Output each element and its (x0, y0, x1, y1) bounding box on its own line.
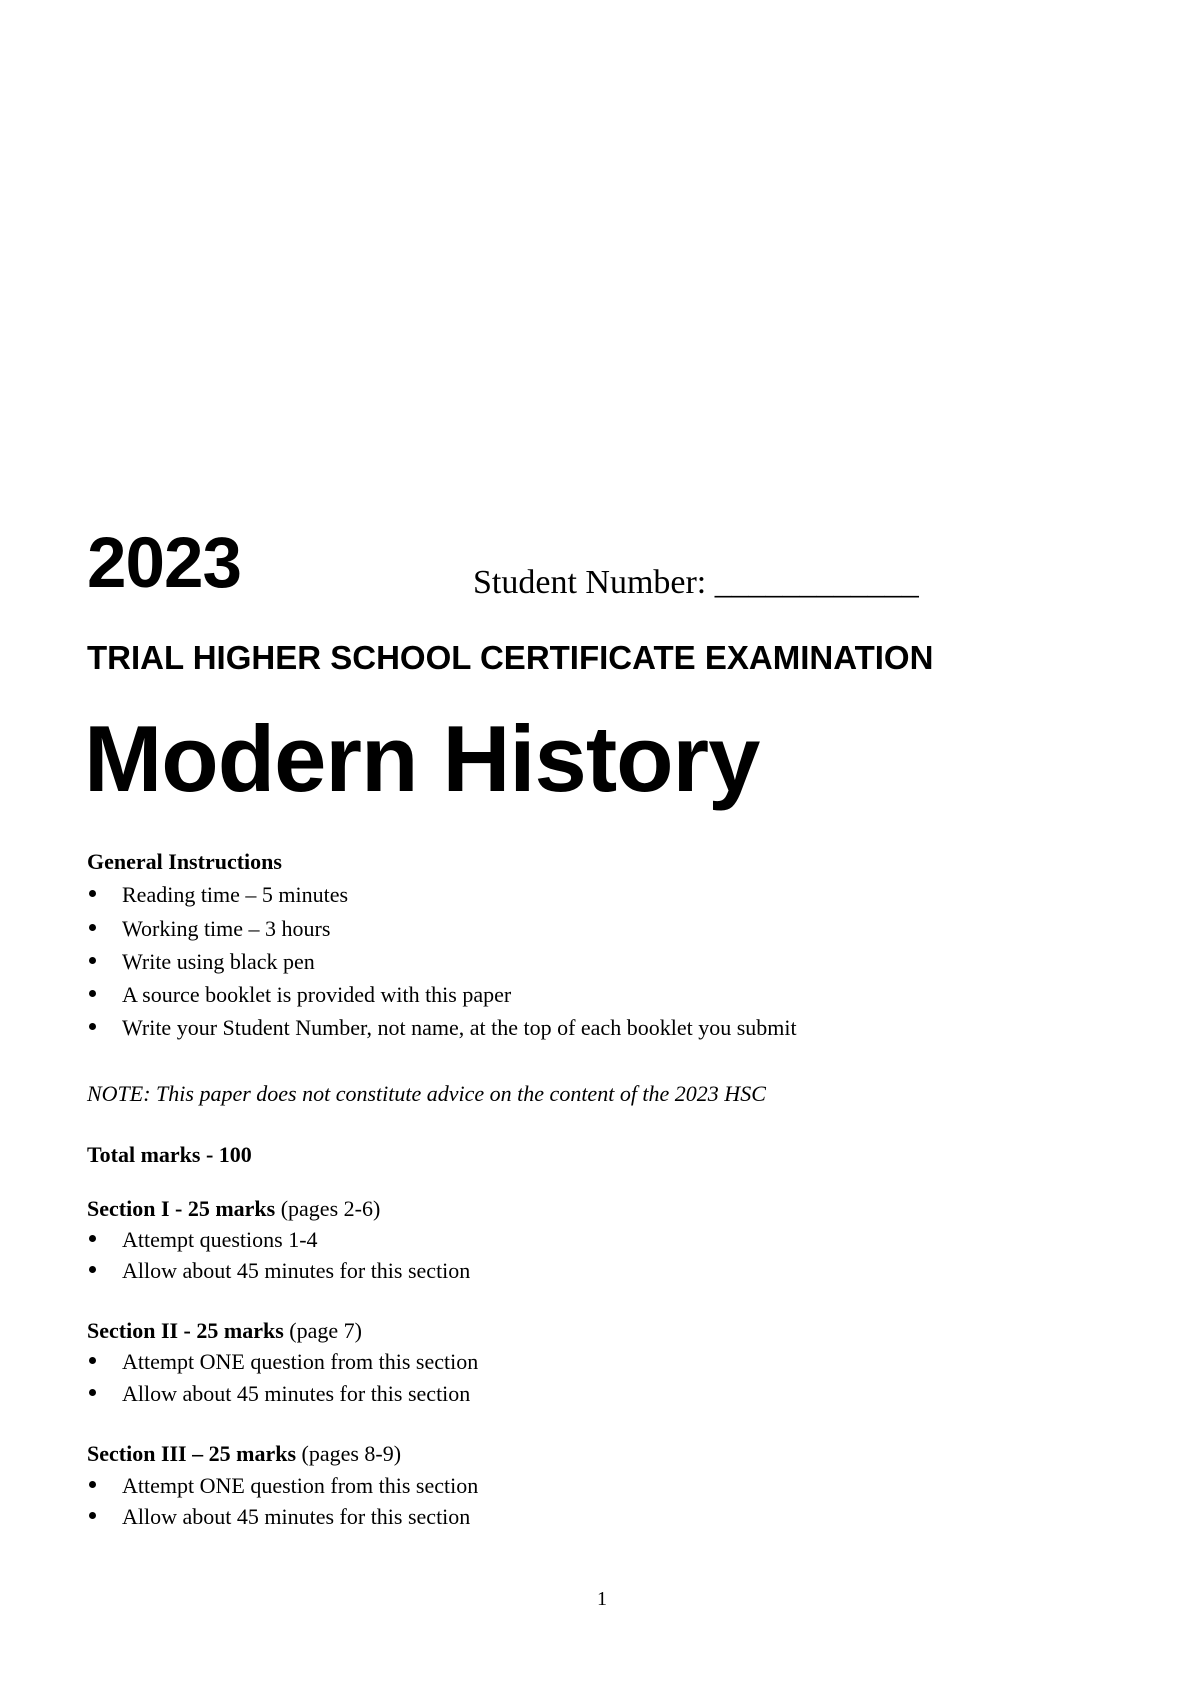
note-text: NOTE: This paper does not constitute advice on the content of the 2023 HSC (87, 1081, 766, 1106)
section-item-text: Attempt ONE question from this section (122, 1349, 479, 1374)
section-title: Section III – 25 marks (87, 1441, 297, 1466)
section-heading (87, 1198, 380, 1220)
bullet-icon (89, 1481, 96, 1488)
instruction-text: Working time – 3 hours (122, 916, 331, 941)
exam-title: TRIAL HIGHER SCHOOL CERTIFICATE EXAMINATION (87, 639, 934, 676)
total-marks: Total marks - 100 (87, 1142, 252, 1167)
bullet-icon (89, 1235, 96, 1242)
section-item-text: Allow about 45 minutes for this section (122, 1381, 471, 1406)
bullet-icon (89, 1266, 96, 1273)
bullet-icon (89, 1357, 96, 1364)
section-heading (87, 1320, 362, 1342)
section-pages: (page 7) (283, 1318, 362, 1343)
section-pages: (pages 8-9) (296, 1441, 402, 1466)
bullet-icon (89, 1023, 96, 1030)
bullet-icon (89, 957, 96, 964)
bullet-icon (89, 1512, 96, 1519)
bullet-icon (89, 1389, 96, 1396)
bullet-icon (89, 924, 96, 931)
section-item-text: Attempt questions 1-4 (122, 1227, 318, 1252)
section-item-text: Allow about 45 minutes for this section (122, 1258, 471, 1283)
exam-year: 2023 (87, 524, 241, 603)
general-instructions-heading: General Instructions (87, 849, 282, 874)
instruction-text: Reading time – 5 minutes (122, 882, 349, 907)
instruction-text: Write your Student Number, not name, at the top of each booklet you submit (122, 1015, 797, 1040)
section-heading (87, 1443, 401, 1465)
section-item-text: Attempt ONE question from this section (122, 1473, 479, 1498)
instruction-text: Write using black pen (122, 949, 315, 974)
section-pages: (pages 2-6) (275, 1196, 381, 1221)
section-item-text: Allow about 45 minutes for this section (122, 1504, 471, 1529)
section-title: Section I - 25 marks (87, 1196, 276, 1221)
subject-title: Modern History (84, 706, 760, 811)
bullet-icon (89, 890, 96, 897)
section-title: Section II - 25 marks (87, 1318, 284, 1343)
student-number-field: Student Number: ____________ (473, 564, 919, 601)
bullet-icon (89, 990, 96, 997)
instruction-text: A source booklet is provided with this paper (122, 982, 512, 1007)
page-number: 1 (597, 1588, 607, 1610)
